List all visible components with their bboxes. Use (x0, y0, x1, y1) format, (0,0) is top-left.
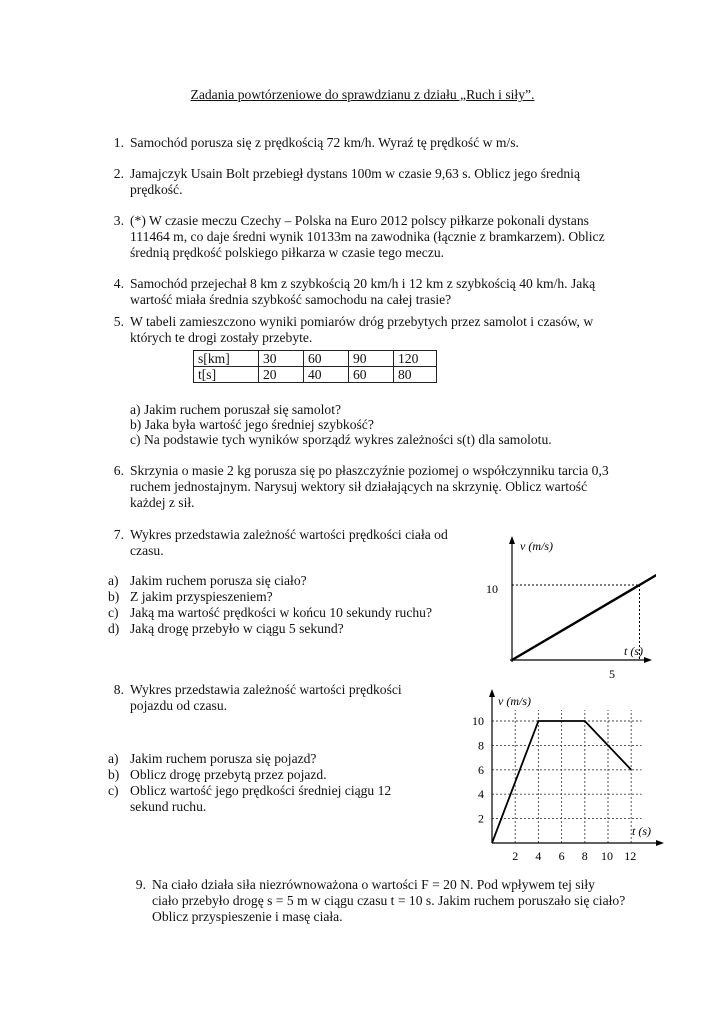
y-tick-label: 6 (478, 762, 484, 777)
question-7-sub: Jakim ruchem porusza się ciało? (130, 573, 307, 588)
velocity-time-chart-1 (486, 530, 656, 685)
question-5-sub: a) Jakim ruchem poruszał się samolot? (130, 402, 342, 417)
measurements-table (193, 350, 437, 383)
y-tick-label: 2 (478, 811, 484, 826)
x-tick-label: 2 (512, 849, 519, 863)
y-tick-label: 10 (472, 714, 484, 728)
x-tick-label: 6 (558, 849, 565, 863)
question-number: 4. (113, 276, 124, 291)
chart-2-x-label: t (s) (632, 824, 651, 838)
table-row (194, 351, 437, 367)
x-tick-label: 12 (624, 849, 637, 863)
question-5-sub: b) Jaka była wartość jego średniej szybkość? (130, 417, 374, 432)
chart-2-tick-labels (472, 714, 636, 863)
question-number: 9. (135, 877, 146, 892)
question-number: 5. (113, 314, 124, 329)
question-8-sub: Oblicz wartość jego prędkości średniej ciągu 12 (130, 783, 392, 798)
table-cell: 80 (394, 367, 437, 383)
table-cell: 120 (394, 351, 437, 367)
x-tick-label: 4 (535, 849, 542, 863)
question-2-line: Jamajczyk Usain Bolt przebiegł dystans 100m w czasie 9,63 s. Oblicz jego średnią (130, 166, 580, 181)
question-number: 2. (113, 166, 124, 181)
question-8-line: pojazdu od czasu. (130, 698, 228, 713)
question-7-line: czasu. (130, 543, 164, 558)
question-9-line: Na ciało działa siła niezrównoważona o wartości F = 20 N. Pod wpływem tej siły (152, 877, 595, 892)
question-7-sub: Jaką ma wartość prędkości w końcu 10 sekundy ruchu? (130, 605, 432, 620)
table-cell: 20 (259, 367, 304, 383)
question-8-sub-letter: a) (108, 751, 119, 766)
question-3-line: (*) W czasie meczu Czechy – Polska na Euro 2012 polscy piłkarze pokonali dystans (130, 213, 589, 228)
question-6-line: Skrzynia o masie 2 kg porusza się po płaszczyźnie poziomej o współczynniku tarcia 0,3 (130, 463, 609, 478)
table-cell: s[km] (194, 351, 259, 367)
question-7-sub-letter: d) (108, 621, 120, 636)
question-8-sub: sekund ruchu. (130, 799, 207, 814)
y-tick-label: 4 (478, 787, 484, 802)
table-cell: 40 (304, 367, 349, 383)
page-title: Zadania powtórzeniowe do sprawdzianu z działu „Ruch i siły”. (190, 87, 535, 102)
velocity-time-chart-2 (470, 685, 670, 870)
table-row (194, 367, 437, 383)
table-cell: 90 (349, 351, 394, 367)
question-6-line: ruchem jednostajnym. Narysuj wektory sił działających na skrzynię. Oblicz wartość (130, 479, 588, 494)
question-7-sub: Z jakim przyspieszeniem? (130, 589, 273, 604)
question-4-line: wartość miała średnia szybkość samochodu na całej trasie? (130, 292, 452, 307)
question-8-sub-letter: b) (108, 767, 120, 782)
question-7-line: Wykres przedstawia zależność wartości prędkości ciała od (130, 527, 448, 542)
table-cell: 60 (349, 367, 394, 383)
question-8-line: Wykres przedstawia zależność wartości prędkości (130, 682, 402, 697)
question-8-sub-letter: c) (108, 783, 119, 798)
question-number: 7. (113, 527, 124, 542)
question-7-sub-letter: b) (108, 589, 120, 604)
question-5-line: W tabeli zamieszczono wyniki pomiarów dróg przebytych przez samolot i czasów, w (130, 314, 594, 329)
table-cell: 60 (304, 351, 349, 367)
table-cell: t[s] (194, 367, 259, 383)
question-2-line: prędkość. (130, 182, 183, 197)
table-cell: 30 (259, 351, 304, 367)
question-7-sub: Jaką drogę przebyło w ciągu 5 sekund? (130, 621, 344, 636)
chart-1-x-tick-label: 5 (609, 667, 615, 681)
chart-2-plot (489, 689, 664, 846)
question-3-line: 111464 m, co daje średni wynik 10133m na zawodnika (łącznie z bramkarzem). Oblicz (130, 229, 605, 244)
chart-1-y-tick-label: 10 (486, 582, 498, 596)
y-axis-arrow (489, 689, 495, 697)
question-7-sub-letter: a) (108, 573, 119, 588)
chart-1-y-label: v (m/s) (520, 539, 553, 553)
chart-1-x-label: t (s) (624, 644, 643, 658)
question-3-line: średnią prędkość polskiego piłkarza w czasie tego meczu. (130, 245, 445, 260)
y-tick-label: 8 (478, 738, 484, 753)
question-9-line: ciało przebyło drogę s = 5 m w ciągu czasu t = 10 s. Jakim ruchem poruszało się ciało? (152, 893, 626, 908)
x-axis-arrow (656, 840, 664, 846)
x-axis-arrow (644, 657, 652, 663)
question-number: 6. (113, 463, 124, 478)
y-axis-arrow (509, 536, 515, 544)
question-5-line: których te drogi zostały przebyte. (130, 330, 313, 345)
question-5-sub: c) Na podstawie tych wyników sporządź wykres zależności s(t) dla samolotu. (130, 432, 552, 447)
question-number: 1. (113, 135, 124, 150)
question-number: 3. (113, 213, 124, 228)
question-8-sub: Jakim ruchem porusza się pojazd? (130, 751, 317, 766)
chart-2-y-label: v (m/s) (498, 694, 531, 708)
x-tick-label: 10 (601, 849, 613, 863)
question-4-line: Samochód przejechał 8 km z szybkością 20 km/h i 12 km z szybkością 40 km/h. Jaką (130, 276, 596, 291)
question-6-line: każdej z sił. (130, 495, 195, 510)
x-tick-label: 8 (581, 849, 588, 863)
question-1-line: Samochód porusza się z prędkością 72 km/h. Wyraź tę prędkość w m/s. (130, 135, 519, 150)
question-8-sub: Oblicz drogę przebytą przez pojazd. (130, 767, 327, 782)
question-9-line: Oblicz przyspieszenie i masę ciała. (152, 909, 343, 924)
question-number: 8. (113, 682, 124, 697)
question-7-sub-letter: c) (108, 605, 119, 620)
